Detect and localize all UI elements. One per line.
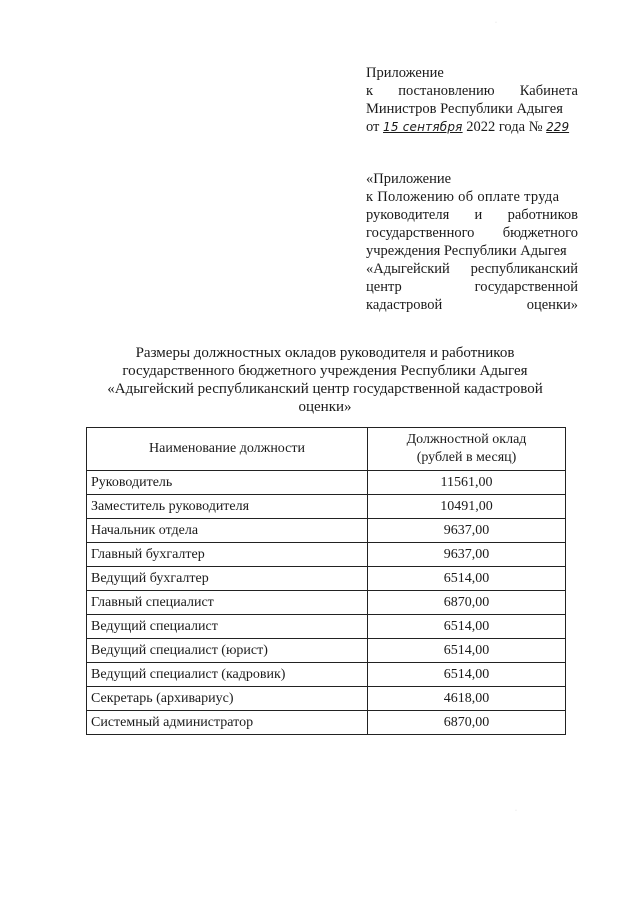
salary-header-line-1: Должностной оклад bbox=[406, 432, 527, 447]
regulation-line-3-word-1: руководителя bbox=[366, 207, 450, 223]
regulation-line-1: «Приложение bbox=[366, 171, 452, 187]
position-column-header: Наименование должности bbox=[87, 428, 368, 471]
salary-value-cell: 6514,00 bbox=[368, 567, 566, 591]
title-line-1: Размеры должностных окладов руководителя и работников bbox=[135, 345, 515, 361]
title-line-3: «Адыгейский республиканский центр государственной кадастровой bbox=[107, 381, 543, 397]
appendix-from-label: от bbox=[366, 119, 380, 135]
position-name-cell: Ведущий специалист (юрист) bbox=[87, 639, 368, 663]
appendix-line-2 bbox=[366, 82, 578, 100]
salary-column-header bbox=[368, 428, 566, 471]
regulation-line-7 bbox=[366, 278, 578, 296]
salary-value-cell: 6514,00 bbox=[368, 615, 566, 639]
document-title bbox=[95, 344, 555, 416]
regulation-line-4 bbox=[366, 224, 578, 242]
position-name-cell: Руководитель bbox=[87, 471, 368, 495]
regulation-line-3-word-3: работников bbox=[507, 207, 578, 223]
position-name-cell: Заместитель руководителя bbox=[87, 495, 368, 519]
salary-value-cell: 6514,00 bbox=[368, 639, 566, 663]
position-name-cell: Главный бухгалтер bbox=[87, 543, 368, 567]
table-row bbox=[87, 567, 566, 591]
decree-year-label: 2022 года № bbox=[466, 119, 543, 135]
title-line-4: оценки» bbox=[298, 399, 352, 415]
appendix-regulation bbox=[366, 170, 578, 314]
regulation-line-4-word-1: государственного bbox=[366, 225, 475, 241]
appendix-line-2-word-2: постановлению bbox=[398, 83, 495, 99]
regulation-line-6-word-1: «Адыгейский bbox=[366, 261, 450, 277]
table-row bbox=[87, 471, 566, 495]
table-header-row bbox=[87, 428, 566, 471]
regulation-line-7-word-1: центр bbox=[366, 279, 402, 295]
appendix-line-4 bbox=[366, 118, 578, 136]
table-row bbox=[87, 711, 566, 735]
title-line-2: государственного бюджетного учреждения Республики Адыгея bbox=[122, 363, 528, 379]
appendix-line-3: Министров Республики Адыгея bbox=[366, 101, 563, 117]
regulation-line-4-word-2: бюджетного bbox=[502, 225, 578, 241]
appendix-line-1: Приложение bbox=[366, 65, 444, 81]
regulation-line-2: к Положению об оплате труда bbox=[366, 189, 560, 205]
regulation-line-8-word-2: оценки» bbox=[526, 297, 578, 313]
scan-speck: · bbox=[495, 20, 497, 26]
regulation-line-6-word-2: республиканский bbox=[470, 261, 578, 277]
table-row bbox=[87, 639, 566, 663]
position-name-cell: Секретарь (архивариус) bbox=[87, 687, 368, 711]
position-name-cell: Ведущий специалист bbox=[87, 615, 368, 639]
salary-value-cell: 9637,00 bbox=[368, 519, 566, 543]
decree-date: 15 сентября bbox=[383, 120, 463, 134]
salary-value-cell: 11561,00 bbox=[368, 471, 566, 495]
appendix-header bbox=[366, 64, 578, 136]
regulation-line-8 bbox=[366, 296, 578, 314]
position-name-cell: Ведущий специалист (кадровик) bbox=[87, 663, 368, 687]
position-name-cell: Главный специалист bbox=[87, 591, 368, 615]
salary-table bbox=[86, 427, 566, 735]
table-row bbox=[87, 687, 566, 711]
salary-value-cell: 4618,00 bbox=[368, 687, 566, 711]
regulation-line-6 bbox=[366, 260, 578, 278]
table-row bbox=[87, 615, 566, 639]
table-row bbox=[87, 543, 566, 567]
position-name-cell: Ведущий бухгалтер bbox=[87, 567, 368, 591]
scan-speck: · bbox=[515, 808, 517, 814]
regulation-line-3-word-2: и bbox=[474, 207, 483, 223]
salary-header-line-2: (рублей в месяц) bbox=[416, 450, 517, 465]
table-row bbox=[87, 663, 566, 687]
regulation-line-8-word-1: кадастровой bbox=[366, 297, 443, 313]
table-row bbox=[87, 495, 566, 519]
salary-value-cell: 6870,00 bbox=[368, 591, 566, 615]
salary-value-cell: 9637,00 bbox=[368, 543, 566, 567]
salary-value-cell: 10491,00 bbox=[368, 495, 566, 519]
table-row bbox=[87, 519, 566, 543]
position-name-cell: Системный администратор bbox=[87, 711, 368, 735]
appendix-line-2-word-1: к bbox=[366, 83, 374, 99]
appendix-line-2-word-3: Кабинета bbox=[519, 83, 578, 99]
salary-value-cell: 6514,00 bbox=[368, 663, 566, 687]
salary-value-cell: 6870,00 bbox=[368, 711, 566, 735]
position-name-cell: Начальник отдела bbox=[87, 519, 368, 543]
regulation-line-5: учреждения Республики Адыгея bbox=[366, 243, 567, 259]
table-row bbox=[87, 591, 566, 615]
regulation-line-3 bbox=[366, 206, 578, 224]
regulation-line-7-word-2: государственной bbox=[474, 279, 578, 295]
decree-number: 229 bbox=[546, 120, 570, 134]
